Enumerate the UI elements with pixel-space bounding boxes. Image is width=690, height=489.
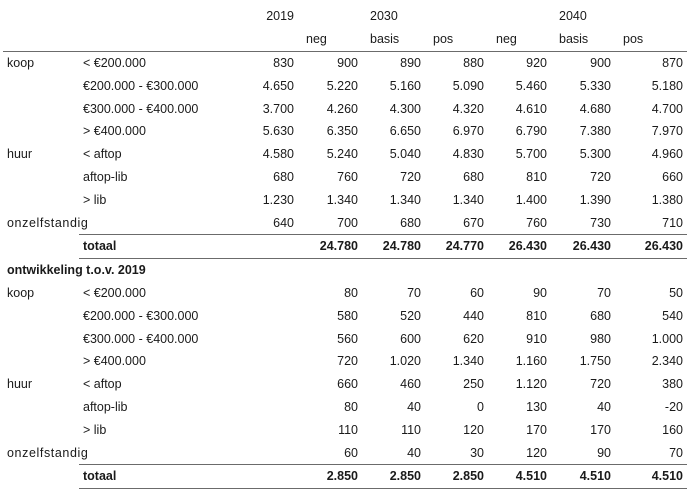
total-value: 2.850 [425,464,488,488]
header-row-scenarios [3,28,687,51]
cell-value: 70 [669,445,683,460]
cell-value: 70 [407,285,421,300]
cell-value: 250 [463,377,484,392]
table-row [3,211,687,234]
cell-value: 40 [407,445,421,460]
total-value: 2.850 [362,464,425,488]
cell-value: 830 [273,55,294,70]
cell-value: 40 [407,399,421,414]
cell-value: 80 [344,285,358,300]
cell-value [229,282,298,305]
row-group [3,327,79,350]
table-row [3,282,687,305]
cell-value: 810 [526,308,547,323]
row-group: onzelfstandig [7,445,89,460]
cell-value: 720 [590,377,611,392]
row-group: huur [7,377,33,392]
cell-value: 700 [337,215,358,230]
cell-value: 540 [662,308,683,323]
total-label: totaal [79,234,229,258]
header-year-2019: 2019 [266,9,294,24]
cell-value: 1.340 [452,192,484,207]
table-row [3,373,687,396]
cell-value: 5.090 [452,78,484,93]
cell-value: 5.700 [515,147,547,162]
row-label: aftop-lib [83,169,128,184]
total-value: 24.780 [298,234,362,258]
row-group [3,120,79,143]
row-group: koop [7,285,35,300]
row-label: < aftop [83,377,122,392]
row-group [3,396,79,419]
cell-value: 50 [669,285,683,300]
total-value: 2.850 [298,464,362,488]
cell-value: 710 [662,215,683,230]
cell-value: 730 [590,215,611,230]
total-label: totaal [79,464,229,488]
cell-value: 160 [662,422,683,437]
row-group [3,304,79,327]
cell-value: 920 [526,55,547,70]
row-label: €200.000 - €300.000 [83,78,199,93]
table-row [3,350,687,373]
row-group [3,418,79,441]
cell-value: 670 [463,215,484,230]
total-value: 26.430 [615,234,687,258]
cell-value: 1.380 [651,192,683,207]
cell-value: 600 [400,331,421,346]
cell-value: 1.400 [515,192,547,207]
cell-value: 4.960 [651,147,683,162]
cell-value: 5.460 [515,78,547,93]
total-value: 24.780 [362,234,425,258]
cell-value: 5.300 [579,147,611,162]
table-row [3,418,687,441]
table-row [3,188,687,211]
cell-value: 1.160 [515,354,547,369]
cell-value: 3.700 [262,101,294,116]
cell-value: 720 [400,169,421,184]
cell-value: 1.020 [389,354,421,369]
row-label: < aftop [83,147,122,162]
cell-value: 640 [273,215,294,230]
cell-value: 4.610 [515,101,547,116]
cell-value: 1.340 [452,354,484,369]
table-row [3,51,687,74]
cell-value: 760 [526,215,547,230]
cell-value: 110 [338,422,358,437]
cell-value: 5.160 [389,78,421,93]
cell-value [229,373,298,396]
cell-value: 170 [590,422,611,437]
table-row [3,396,687,419]
cell-value: 680 [400,215,421,230]
table-row [3,327,687,350]
table-row [3,441,687,464]
cell-value: 910 [526,331,547,346]
cell-value: 60 [344,445,358,460]
cell-value [229,350,298,373]
row-label: > €400.000 [83,124,146,139]
cell-value [229,418,298,441]
cell-value: 4.580 [262,147,294,162]
cell-value: 1.120 [515,377,547,392]
total-value: 4.510 [488,464,551,488]
header-scenario: neg [298,28,362,51]
section-title: ontwikkeling t.o.v. 2019 [7,263,146,278]
total-row [3,234,687,258]
cell-value: 810 [526,169,547,184]
cell-value: 6.790 [515,124,547,139]
cell-value: 660 [662,169,683,184]
cell-value: 30 [470,445,484,460]
cell-value: 130 [526,399,547,414]
cell-value: 560 [337,331,358,346]
cell-value: 980 [590,331,611,346]
housing-forecast-table [3,5,687,489]
cell-value: 4.300 [389,101,421,116]
cell-value: 5.630 [262,124,294,139]
cell-value: 4.830 [452,147,484,162]
cell-value: 6.650 [389,124,421,139]
cell-value: -20 [664,399,683,414]
cell-value: 620 [463,331,484,346]
total-value [229,234,298,258]
row-group: koop [7,55,35,70]
cell-value: 1.340 [326,192,358,207]
cell-value: 80 [344,399,358,414]
row-label: €300.000 - €400.000 [83,331,199,346]
cell-value: 580 [337,308,358,323]
cell-value: 380 [662,377,683,392]
row-group [3,74,79,97]
cell-value: 5.180 [651,78,683,93]
cell-value: 6.970 [452,124,484,139]
cell-value [229,441,298,464]
row-label: €300.000 - €400.000 [83,101,199,116]
cell-value: 4.700 [651,101,683,116]
row-label: €200.000 - €300.000 [83,308,199,323]
row-group [3,97,79,120]
total-value [229,464,298,488]
total-row [3,464,687,488]
cell-value: 110 [401,422,421,437]
cell-value [229,304,298,327]
cell-value: 6.350 [326,124,358,139]
cell-value: 1.340 [389,192,421,207]
cell-value: 0 [477,399,484,414]
cell-value: 70 [597,285,611,300]
table-row [3,120,687,143]
row-group: onzelfstandig [7,215,89,230]
row-group [3,166,79,189]
table-row [3,304,687,327]
cell-value: 120 [526,445,547,460]
cell-value: 5.240 [326,147,358,162]
cell-value: 5.330 [579,78,611,93]
cell-value: 720 [337,354,358,369]
total-value: 26.430 [551,234,615,258]
cell-value: 1.750 [579,354,611,369]
cell-value: 170 [526,422,547,437]
cell-value: 680 [590,308,611,323]
cell-value: 60 [470,285,484,300]
table-row [3,74,687,97]
table-row [3,143,687,166]
total-value: 4.510 [551,464,615,488]
cell-value: 5.220 [326,78,358,93]
row-group [3,350,79,373]
header-scenario: neg [488,28,551,51]
cell-value: 4.260 [326,101,358,116]
cell-value [229,327,298,350]
cell-value [229,396,298,419]
cell-value: 5.040 [389,147,421,162]
housing-forecast-table-container [3,5,687,489]
cell-value: 680 [463,169,484,184]
header-scenario: basis [551,28,615,51]
cell-value: 660 [337,377,358,392]
row-group: huur [7,147,33,162]
table-row [3,97,687,120]
row-label: < €200.000 [83,285,146,300]
header-year-2040: 2040 [559,9,587,24]
cell-value: 7.970 [651,124,683,139]
cell-value: 900 [337,55,358,70]
cell-value: 7.380 [579,124,611,139]
row-group [3,188,79,211]
cell-value: 40 [597,399,611,414]
row-label: > lib [83,192,107,207]
cell-value: 90 [597,445,611,460]
cell-value: 1.230 [262,192,294,207]
total-value: 4.510 [615,464,687,488]
row-label: < €200.000 [83,55,146,70]
cell-value: 120 [463,422,484,437]
cell-value: 460 [400,377,421,392]
cell-value: 4.320 [452,101,484,116]
cell-value: 720 [590,169,611,184]
cell-value: 4.680 [579,101,611,116]
cell-value: 680 [273,169,294,184]
cell-value: 440 [463,308,484,323]
cell-value: 870 [662,55,683,70]
header-row-years [3,5,687,28]
cell-value: 1.390 [579,192,611,207]
cell-value: 2.340 [651,354,683,369]
row-label: > lib [83,422,107,437]
total-value: 26.430 [488,234,551,258]
table-row [3,166,687,189]
cell-value: 1.000 [651,331,683,346]
cell-value: 4.650 [262,78,294,93]
total-value: 24.770 [425,234,488,258]
cell-value: 890 [400,55,421,70]
header-scenario: pos [615,28,687,51]
cell-value: 900 [590,55,611,70]
row-label: > €400.000 [83,354,146,369]
row-label: aftop-lib [83,399,128,414]
header-scenario: pos [425,28,488,51]
cell-value: 90 [533,285,547,300]
header-scenario: basis [362,28,425,51]
section-title-row [3,258,687,281]
cell-value: 880 [463,55,484,70]
header-year-2030: 2030 [370,9,398,24]
cell-value: 520 [400,308,421,323]
cell-value: 760 [337,169,358,184]
